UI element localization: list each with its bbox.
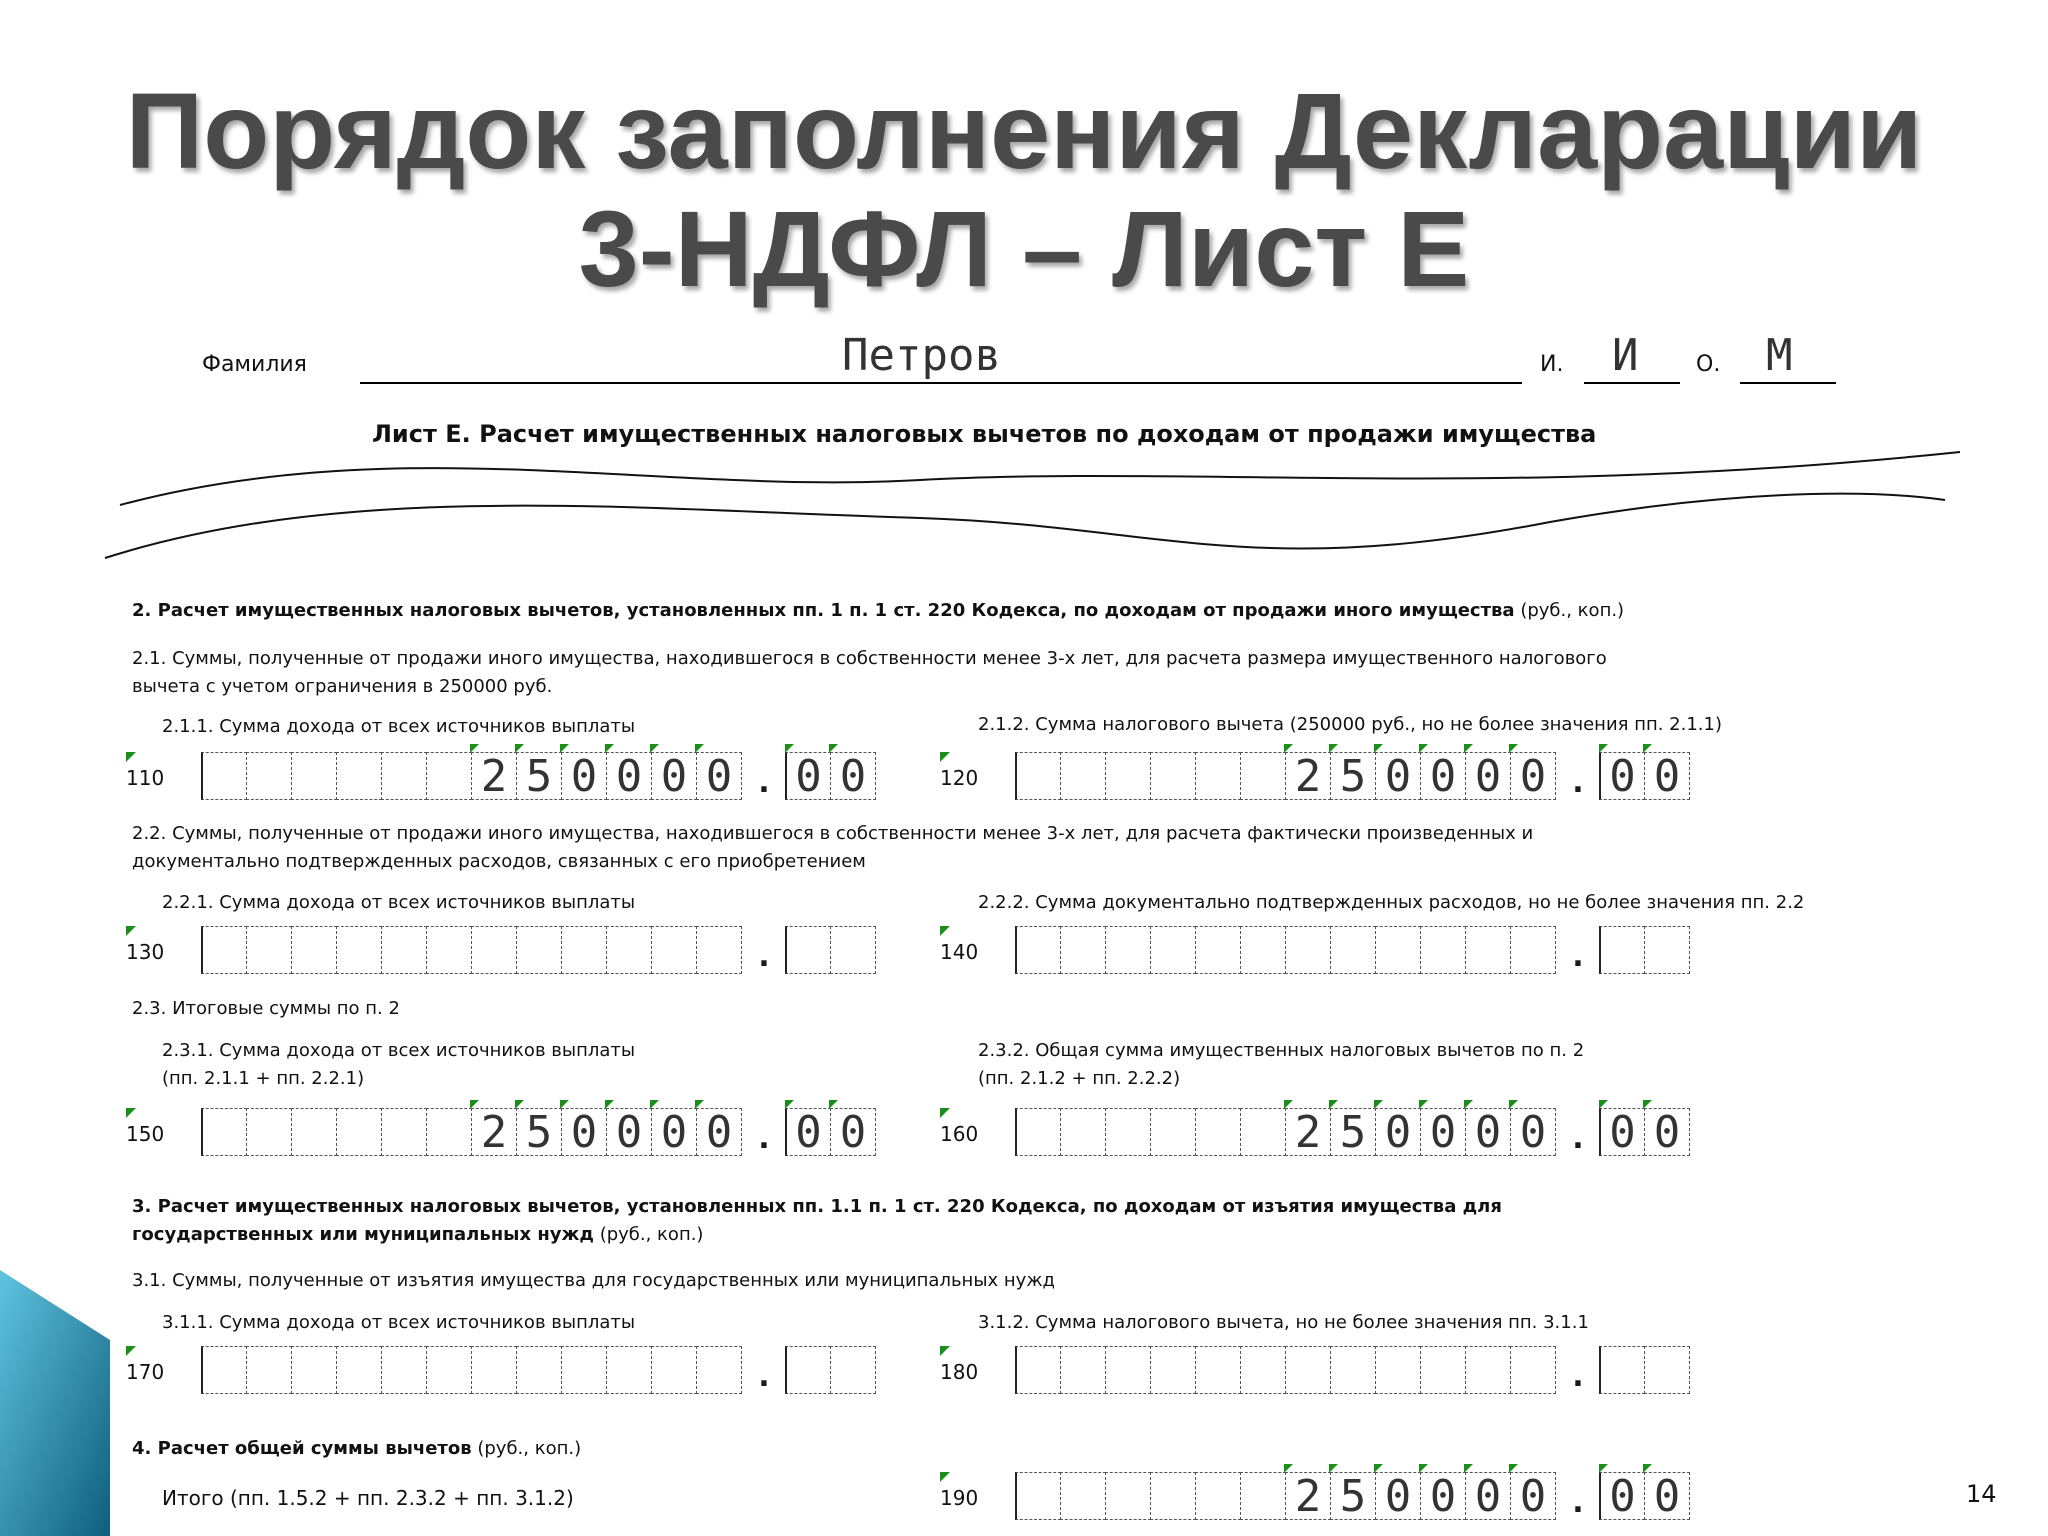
field-code: 170 xyxy=(126,1360,165,1384)
digit-cell[interactable] xyxy=(426,1346,472,1394)
decimal-separator: . xyxy=(1572,939,1584,974)
digit-cell[interactable] xyxy=(1510,926,1556,974)
p311-label: 3.1.1. Сумма дохода от всех источников выплаты xyxy=(162,1312,636,1333)
decimal-separator: . xyxy=(758,1359,770,1394)
section4-units: (руб., коп.) xyxy=(477,1438,582,1459)
digit-cell[interactable] xyxy=(1015,1346,1061,1394)
digit-cell[interactable] xyxy=(246,1108,292,1156)
field-marker-icon xyxy=(126,1346,136,1356)
kopecks-cells xyxy=(1600,1108,1690,1158)
initial-o-underline xyxy=(1740,382,1836,384)
digit-cell[interactable]: 0 xyxy=(785,752,831,800)
initial-o-value: М xyxy=(1766,330,1793,381)
digit-cell[interactable] xyxy=(426,926,472,974)
rubles-cells xyxy=(1016,1472,1556,1522)
total-label: Итого (пп. 1.5.2 + пп. 2.3.2 + пп. 3.1.2) xyxy=(162,1486,574,1510)
digit-cell[interactable] xyxy=(1375,1346,1421,1394)
digit-cell[interactable] xyxy=(1644,926,1690,974)
p231-line1: 2.3.1. Сумма дохода от всех источников выплаты xyxy=(162,1040,636,1061)
digit-cell[interactable] xyxy=(246,926,292,974)
digit-cell[interactable]: 0 xyxy=(1465,1472,1511,1520)
rubles-cells xyxy=(1016,1108,1556,1158)
corner-decoration xyxy=(0,1270,110,1536)
digit-cell[interactable]: 0 xyxy=(1510,752,1556,800)
rubles-cells xyxy=(1016,1346,1556,1396)
digit-cell[interactable] xyxy=(1195,752,1241,800)
digit-cell[interactable] xyxy=(651,1346,697,1394)
field-marker-icon xyxy=(126,926,136,936)
field-120 xyxy=(940,752,1690,802)
p231-line2: (пп. 2.1.1 + пп. 2.2.1) xyxy=(162,1068,365,1089)
digit-cell[interactable] xyxy=(1105,752,1151,800)
digit-cell[interactable] xyxy=(1015,926,1061,974)
decimal-separator: . xyxy=(758,1121,770,1156)
field-130 xyxy=(126,926,876,976)
field-marker-icon xyxy=(940,926,950,936)
digit-cell[interactable] xyxy=(785,926,831,974)
slide-title-line2: 3-НДФЛ – Лист Е xyxy=(578,188,1470,309)
digit-cell[interactable] xyxy=(1240,1472,1286,1520)
surname-underline xyxy=(360,382,1522,384)
digit-cell[interactable] xyxy=(201,926,247,974)
p222-label: 2.2.2. Сумма документально подтвержденных расходов, но не более значения пп. 2.2 xyxy=(978,892,1805,913)
decimal-separator: . xyxy=(1572,1359,1584,1394)
section4-heading-text: 4. Расчет общей суммы вычетов xyxy=(132,1438,472,1459)
digit-cell[interactable] xyxy=(246,1346,292,1394)
initial-o-label: О. xyxy=(1696,352,1721,377)
digit-cell[interactable] xyxy=(1060,752,1106,800)
p21-line1: 2.1. Суммы, полученные от продажи иного имущества, находившегося в собственности менее 3-х лет, для расчета размера имущественного налогового xyxy=(132,648,1607,669)
digit-cell[interactable] xyxy=(1330,926,1376,974)
digit-cell[interactable] xyxy=(696,926,742,974)
p232-line2: (пп. 2.1.2 + пп. 2.2.2) xyxy=(978,1068,1181,1089)
digit-cell[interactable] xyxy=(785,1346,831,1394)
rubles-cells xyxy=(1016,752,1556,802)
digit-cell[interactable]: 5 xyxy=(516,1108,562,1156)
digit-cell[interactable] xyxy=(1150,752,1196,800)
digit-cell[interactable] xyxy=(651,926,697,974)
digit-cell[interactable] xyxy=(336,1108,382,1156)
digit-cell[interactable]: 0 xyxy=(1465,752,1511,800)
field-160 xyxy=(940,1108,1690,1158)
decimal-separator: . xyxy=(758,939,770,974)
digit-cell[interactable] xyxy=(1195,1108,1241,1156)
digit-cell[interactable] xyxy=(561,926,607,974)
digit-cell[interactable] xyxy=(1599,926,1645,974)
digit-cell[interactable]: 0 xyxy=(1420,752,1466,800)
digit-cell[interactable]: 0 xyxy=(1644,1108,1690,1156)
digit-cell[interactable]: 2 xyxy=(471,1108,517,1156)
cut-wave-lines xyxy=(100,440,1980,580)
section3-heading-line2-text: государственных или муниципальных нужд xyxy=(132,1224,594,1245)
field-code: 150 xyxy=(126,1122,165,1146)
digit-cell[interactable]: 0 xyxy=(1599,1108,1645,1156)
digit-cell[interactable] xyxy=(1195,926,1241,974)
digit-cell[interactable]: 0 xyxy=(606,1108,652,1156)
digit-cell[interactable] xyxy=(516,926,562,974)
p21-line2: вычета с учетом ограничения в 250000 руб. xyxy=(132,676,553,697)
section3-units: (руб., коп.) xyxy=(599,1224,704,1245)
digit-cell[interactable] xyxy=(1060,1346,1106,1394)
field-marker-icon xyxy=(940,1346,950,1356)
section2-heading-text: 2. Расчет имущественных налоговых вычетов, установленных пп. 1 п. 1 ст. 220 Кодекса, по доходам от продажи иного имущества xyxy=(132,600,1515,621)
digit-cell[interactable] xyxy=(1510,1346,1556,1394)
field-150 xyxy=(126,1108,876,1158)
digit-cell[interactable] xyxy=(1285,1346,1331,1394)
digit-cell[interactable]: 2 xyxy=(1285,1108,1331,1156)
digit-cell[interactable] xyxy=(291,926,337,974)
digit-cell[interactable]: 0 xyxy=(1465,1108,1511,1156)
field-marker-icon xyxy=(940,1108,950,1118)
digit-cell[interactable] xyxy=(1060,1108,1106,1156)
p312-label: 3.1.2. Сумма налогового вычета, но не более значения пп. 3.1.1 xyxy=(978,1312,1589,1333)
p212-label: 2.1.2. Сумма налогового вычета (250000 руб., но не более значения пп. 2.1.1) xyxy=(978,714,1722,735)
decimal-separator: . xyxy=(1572,1485,1584,1520)
sheet-title: Лист Е. Расчет имущественных налоговых вычетов по доходам от продажи имущества xyxy=(372,420,1597,448)
digit-cell[interactable] xyxy=(1644,1346,1690,1394)
digit-cell[interactable] xyxy=(516,1346,562,1394)
digit-cell[interactable] xyxy=(1105,1108,1151,1156)
kopecks-cells xyxy=(786,926,876,976)
digit-cell[interactable]: 0 xyxy=(1375,752,1421,800)
digit-cell[interactable]: 0 xyxy=(1644,752,1690,800)
digit-cell[interactable]: 0 xyxy=(561,752,607,800)
digit-cell[interactable] xyxy=(1240,752,1286,800)
digit-cell[interactable] xyxy=(696,1346,742,1394)
digit-cell[interactable]: 0 xyxy=(830,1108,876,1156)
digit-cell[interactable]: 0 xyxy=(1510,1472,1556,1520)
section4-heading xyxy=(132,1438,581,1459)
digit-cell[interactable]: 0 xyxy=(1644,1472,1690,1520)
digit-cell[interactable]: 0 xyxy=(1420,1472,1466,1520)
digit-cell[interactable] xyxy=(1015,1108,1061,1156)
field-code: 160 xyxy=(940,1122,979,1146)
digit-cell[interactable] xyxy=(381,926,427,974)
digit-cell[interactable] xyxy=(1105,926,1151,974)
digit-cell[interactable] xyxy=(1150,926,1196,974)
digit-cell[interactable]: 0 xyxy=(1599,1472,1645,1520)
rubles-cells xyxy=(202,1346,742,1396)
field-code: 110 xyxy=(126,766,165,790)
digit-cell[interactable] xyxy=(1240,1108,1286,1156)
digit-cell[interactable] xyxy=(246,752,292,800)
digit-cell[interactable] xyxy=(381,1346,427,1394)
digit-cell[interactable] xyxy=(426,1108,472,1156)
rubles-cells xyxy=(1016,926,1556,976)
p22-line1: 2.2. Суммы, полученные от продажи иного имущества, находившегося в собственности менее 3-х лет, для расчета фактически произведенных и xyxy=(132,823,1534,844)
p232-line1: 2.3.2. Общая сумма имущественных налоговых вычетов по п. 2 xyxy=(978,1040,1585,1061)
p211-label: 2.1.1. Сумма дохода от всех источников выплаты xyxy=(162,716,636,737)
digit-cell[interactable] xyxy=(1015,752,1061,800)
field-code: 190 xyxy=(940,1486,979,1510)
digit-cell[interactable] xyxy=(336,752,382,800)
digit-cell[interactable] xyxy=(1285,926,1331,974)
kopecks-cells xyxy=(1600,1346,1690,1396)
digit-cell[interactable]: 0 xyxy=(1375,1108,1421,1156)
digit-cell[interactable] xyxy=(1465,926,1511,974)
digit-cell[interactable] xyxy=(1150,1472,1196,1520)
digit-cell[interactable]: 5 xyxy=(1330,1472,1376,1520)
decimal-separator: . xyxy=(1572,1121,1584,1156)
rubles-cells xyxy=(202,1108,742,1158)
p23-label: 2.3. Итоговые суммы по п. 2 xyxy=(132,998,400,1019)
digit-cell[interactable]: 0 xyxy=(651,752,697,800)
digit-cell[interactable] xyxy=(1060,926,1106,974)
decimal-separator: . xyxy=(1572,765,1584,800)
digit-cell[interactable] xyxy=(201,1108,247,1156)
digit-cell[interactable] xyxy=(471,1346,517,1394)
digit-cell[interactable]: 0 xyxy=(830,752,876,800)
digit-cell[interactable]: 0 xyxy=(785,1108,831,1156)
digit-cell[interactable] xyxy=(1240,1346,1286,1394)
digit-cell[interactable] xyxy=(561,1346,607,1394)
kopecks-cells xyxy=(1600,1472,1690,1522)
digit-cell[interactable] xyxy=(291,1108,337,1156)
digit-cell[interactable] xyxy=(1465,1346,1511,1394)
digit-cell[interactable] xyxy=(1599,1346,1645,1394)
digit-cell[interactable] xyxy=(201,1346,247,1394)
section2-heading xyxy=(132,600,1624,621)
digit-cell[interactable] xyxy=(291,752,337,800)
digit-cell[interactable] xyxy=(1105,1472,1151,1520)
rubles-cells xyxy=(202,926,742,976)
field-110 xyxy=(126,752,876,802)
digit-cell[interactable] xyxy=(830,1346,876,1394)
kopecks-cells xyxy=(1600,752,1690,802)
digit-cell[interactable] xyxy=(381,1108,427,1156)
digit-cell[interactable] xyxy=(426,752,472,800)
section3-heading-line2 xyxy=(132,1224,703,1245)
decimal-separator: . xyxy=(758,765,770,800)
digit-cell[interactable] xyxy=(606,926,652,974)
digit-cell[interactable] xyxy=(336,926,382,974)
digit-cell[interactable]: 0 xyxy=(651,1108,697,1156)
field-marker-icon xyxy=(126,752,136,762)
digit-cell[interactable]: 0 xyxy=(696,752,742,800)
digit-cell[interactable]: 0 xyxy=(696,1108,742,1156)
digit-cell[interactable]: 2 xyxy=(471,752,517,800)
surname-label: Фамилия xyxy=(202,352,307,377)
digit-cell[interactable] xyxy=(1330,1346,1376,1394)
digit-cell[interactable]: 5 xyxy=(1330,1108,1376,1156)
initial-i-underline xyxy=(1584,382,1680,384)
p221-label: 2.2.1. Сумма дохода от всех источников выплаты xyxy=(162,892,636,913)
field-marker-icon xyxy=(126,1108,136,1118)
digit-cell[interactable] xyxy=(201,752,247,800)
digit-cell[interactable] xyxy=(1420,926,1466,974)
digit-cell[interactable] xyxy=(1240,926,1286,974)
digit-cell[interactable] xyxy=(1420,1346,1466,1394)
kopecks-cells xyxy=(1600,926,1690,976)
digit-cell[interactable] xyxy=(471,926,517,974)
kopecks-cells xyxy=(786,1346,876,1396)
initial-i-value: И xyxy=(1612,330,1639,381)
surname-value: Петров xyxy=(842,330,1001,381)
digit-cell[interactable]: 0 xyxy=(1420,1108,1466,1156)
digit-cell[interactable]: 0 xyxy=(561,1108,607,1156)
slide-title-line1: Порядок заполнения Декларации xyxy=(125,70,1923,191)
field-code: 130 xyxy=(126,940,165,964)
digit-cell[interactable]: 5 xyxy=(516,752,562,800)
digit-cell[interactable]: 5 xyxy=(1330,752,1376,800)
page-number: 14 xyxy=(1966,1480,1997,1508)
field-190 xyxy=(940,1472,1690,1522)
initial-i-label: И. xyxy=(1540,352,1564,377)
digit-cell[interactable] xyxy=(1375,926,1421,974)
field-code: 180 xyxy=(940,1360,979,1384)
digit-cell[interactable] xyxy=(1015,1472,1061,1520)
digit-cell[interactable] xyxy=(1060,1472,1106,1520)
digit-cell[interactable] xyxy=(1195,1346,1241,1394)
digit-cell[interactable] xyxy=(1150,1346,1196,1394)
field-180 xyxy=(940,1346,1690,1396)
section2-units: (руб., коп.) xyxy=(1520,600,1625,621)
field-140 xyxy=(940,926,1690,976)
digit-cell[interactable]: 0 xyxy=(606,752,652,800)
field-code: 140 xyxy=(940,940,979,964)
digit-cell[interactable] xyxy=(381,752,427,800)
field-marker-icon xyxy=(940,1472,950,1482)
field-code: 120 xyxy=(940,766,979,790)
rubles-cells xyxy=(202,752,742,802)
digit-cell[interactable] xyxy=(1105,1346,1151,1394)
digit-cell[interactable]: 2 xyxy=(1285,752,1331,800)
digit-cell[interactable] xyxy=(830,926,876,974)
digit-cell[interactable] xyxy=(336,1346,382,1394)
p22-line2: документально подтвержденных расходов, связанных с его приобретением xyxy=(132,851,866,872)
digit-cell[interactable] xyxy=(606,1346,652,1394)
field-170 xyxy=(126,1346,876,1396)
digit-cell[interactable] xyxy=(291,1346,337,1394)
p31-label: 3.1. Суммы, полученные от изъятия имущества для государственных или муниципальных нужд xyxy=(132,1270,1055,1291)
digit-cell[interactable]: 2 xyxy=(1285,1472,1331,1520)
digit-cell[interactable]: 0 xyxy=(1510,1108,1556,1156)
field-marker-icon xyxy=(940,752,950,762)
digit-cell[interactable]: 0 xyxy=(1599,752,1645,800)
kopecks-cells xyxy=(786,752,876,802)
kopecks-cells xyxy=(786,1108,876,1158)
digit-cell[interactable]: 0 xyxy=(1375,1472,1421,1520)
digit-cell[interactable] xyxy=(1195,1472,1241,1520)
digit-cell[interactable] xyxy=(1150,1108,1196,1156)
section3-heading-line1: 3. Расчет имущественных налоговых вычетов, установленных пп. 1.1 п. 1 ст. 220 Кодекса, по доходам от изъятия имущества для xyxy=(132,1196,1502,1217)
